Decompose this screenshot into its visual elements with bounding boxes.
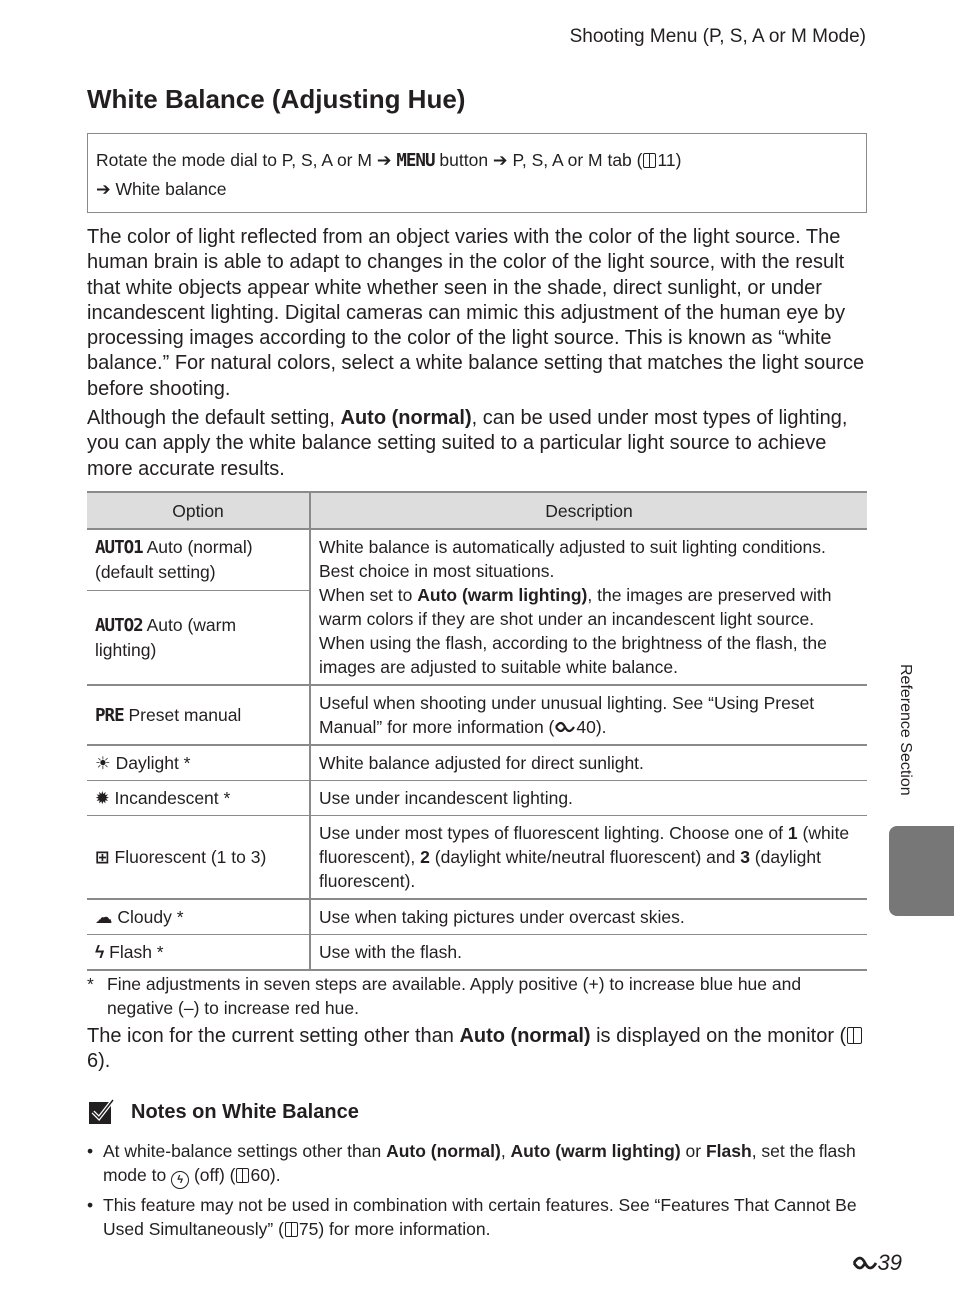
fluorescent-description (310, 816, 867, 900)
description-text: Useful when shooting under unusual lighting. See “Using Preset Manual” for more information ( (319, 693, 815, 737)
option-daylight (87, 745, 310, 781)
option-auto-warm (87, 590, 310, 685)
option-flash (87, 935, 310, 971)
checkmark-note-icon (87, 1098, 115, 1126)
note-bold: Flash (705, 1141, 752, 1161)
description-bold: 2 (420, 847, 430, 867)
cloudy-icon: ☁ (95, 907, 113, 927)
fluorescent-icon: ⊞ (95, 847, 110, 867)
paragraph-text: is displayed on the monitor ( (590, 1025, 847, 1047)
monitor-icon-paragraph (87, 1024, 869, 1075)
notes-heading (87, 1098, 359, 1126)
note-text: or (680, 1141, 706, 1161)
table-row (87, 685, 867, 745)
daylight-description: White balance adjusted for direct sunlight. (310, 745, 867, 781)
table-row (87, 745, 867, 781)
intro-paragraph: The color of light reflected from an object varies with the color of the light source. The human brain is able to adapt to changes in the color of the light source, with the result that white objects appear white whether seen in the shade, direct sunlight, or under incandescent lighting. Digital cameras can mimic this adjustment of the human eye by processing images according to the color of the light source. This is known as “white balance.” For natural colors, select a white balance setting that matches the light source before shooting. (87, 226, 865, 400)
list-item (87, 1139, 867, 1189)
description-bold: 1 (787, 823, 798, 843)
paragraph-text: Although the default setting, (87, 407, 341, 429)
book-ref-icon (643, 153, 656, 168)
option-auto-normal (87, 529, 310, 590)
auto1-icon: AUTO1 (95, 538, 143, 559)
preset-icon: PRE (95, 705, 124, 726)
description-text: (daylight white/neutral fluorescent) and (429, 847, 741, 867)
page-number-text: 39 (877, 1250, 902, 1275)
description-bold: 3 (740, 847, 750, 867)
e-ref-icon (852, 1253, 878, 1273)
book-ref-icon (236, 1168, 249, 1183)
arrow-right-icon: ➔ (376, 150, 397, 170)
note-text: , set the flash mode to (103, 1141, 856, 1185)
option-label: Fluorescent (1 to 3) (114, 847, 267, 867)
list-item (87, 1193, 867, 1241)
note-text: This feature may not be used in combination with certain features. See “Features That Cannot Be Used Simultaneously” ( (103, 1195, 857, 1239)
incandescent-description: Use under incandescent lighting. (310, 781, 867, 816)
menu-path-box (87, 133, 867, 213)
flash-icon: ϟ (95, 942, 105, 962)
option-label: Cloudy * (117, 907, 184, 927)
arrow-right-icon: ➔ (96, 179, 116, 199)
description-text: , the images are preserved with warm colors if they are shot under an incandescent light source. When using the flash, according to the brightness of the flash, the images are adjusted to suitable white balance. (319, 585, 832, 677)
column-header-description: Description (310, 492, 867, 529)
description-text: When set to (319, 585, 418, 605)
note-text: (off) ( (189, 1165, 236, 1185)
option-cloudy (87, 899, 310, 935)
note-bold: Auto (warm lighting) (510, 1141, 681, 1161)
e-ref-icon (555, 719, 575, 735)
option-label: Auto (normal) (default setting) (95, 537, 253, 583)
note-text: , (500, 1141, 511, 1161)
table-row (87, 935, 867, 971)
footnote-mark: * (87, 974, 94, 994)
table-row (87, 816, 867, 900)
arrow-right-icon: ➔ (492, 150, 513, 170)
section-side-tab (889, 826, 954, 916)
description-bold: Auto (warm lighting) (417, 585, 588, 605)
incandescent-icon: ✹ (95, 788, 110, 808)
paragraph-text: The icon for the current setting other than (87, 1025, 460, 1047)
description-text: (daylight fluorescent). (319, 847, 821, 891)
description-text: Use under most types of fluorescent lighting. Choose one of (319, 823, 788, 843)
default-setting-paragraph (87, 406, 869, 482)
section-side-label: Reference Section (897, 664, 914, 796)
footnote-text: Fine adjustments in seven steps are available. Apply positive (+) to increase blue hue and negative (–) to increase red hue. (107, 974, 802, 1018)
column-header-option: Option (87, 492, 310, 529)
paragraph-bold: Auto (normal) (340, 407, 472, 429)
option-label: Daylight * (115, 753, 191, 773)
option-label: Preset manual (128, 704, 242, 725)
table-header-row (87, 492, 867, 529)
description-text: White balance is automatically adjusted to suit lighting conditions. Best choice in most situations. (319, 537, 826, 581)
book-ref-icon (847, 1027, 862, 1044)
flash-off-icon: ϟ (171, 1171, 189, 1189)
table-row (87, 781, 867, 816)
white-balance-table (87, 491, 867, 971)
auto2-icon: AUTO2 (95, 615, 143, 636)
note-text: At white-balance settings other than (103, 1141, 387, 1161)
table-row (87, 529, 867, 590)
description-text: (white fluorescent), (319, 823, 850, 867)
menu-path-item: White balance (115, 179, 227, 199)
paragraph-ref: 6). (87, 1050, 111, 1073)
menu-path-line2 (96, 175, 858, 203)
paragraph-text: , can be used under most types of lighting, you can apply the white balance setting suited to a particular light source to achieve more accurate results. (87, 407, 848, 480)
flash-description: Use with the flash. (310, 935, 867, 971)
option-label: Flash * (109, 942, 164, 962)
notes-heading-text: Notes on White Balance (131, 1100, 359, 1123)
description-ref: 40). (576, 717, 607, 737)
option-label: Auto (warm lighting) (95, 614, 237, 660)
auto-description (310, 529, 867, 685)
table-footnote (87, 972, 867, 1020)
option-fluorescent (87, 816, 310, 900)
table-row (87, 899, 867, 935)
note-bold: Auto (normal) (386, 1141, 501, 1161)
page-title: White Balance (Adjusting Hue) (87, 84, 466, 114)
menu-button-label: MENU (396, 151, 435, 171)
book-ref-icon (285, 1222, 298, 1237)
option-preset-manual (87, 685, 310, 745)
option-label: Incandescent * (114, 788, 231, 808)
notes-list (87, 1139, 867, 1245)
menu-path-text: P, S, A or M tab ( (512, 150, 643, 170)
cloudy-description: Use when taking pictures under overcast skies. (310, 899, 867, 935)
menu-path-ref: 11) (657, 150, 682, 170)
note-ref: 60). (250, 1165, 281, 1185)
running-header: Shooting Menu (P, S, A or M Mode) (569, 26, 866, 47)
note-ref: 75) for more information. (298, 1219, 491, 1239)
paragraph-bold: Auto (normal) (459, 1025, 591, 1047)
preset-description (310, 685, 867, 745)
option-incandescent (87, 781, 310, 816)
page-number (852, 1250, 902, 1276)
menu-path-text: button (439, 150, 489, 170)
menu-path-line1 (96, 146, 858, 175)
menu-path-text: Rotate the mode dial to P, S, A or M (96, 150, 372, 170)
daylight-icon: ☀ (95, 753, 111, 773)
